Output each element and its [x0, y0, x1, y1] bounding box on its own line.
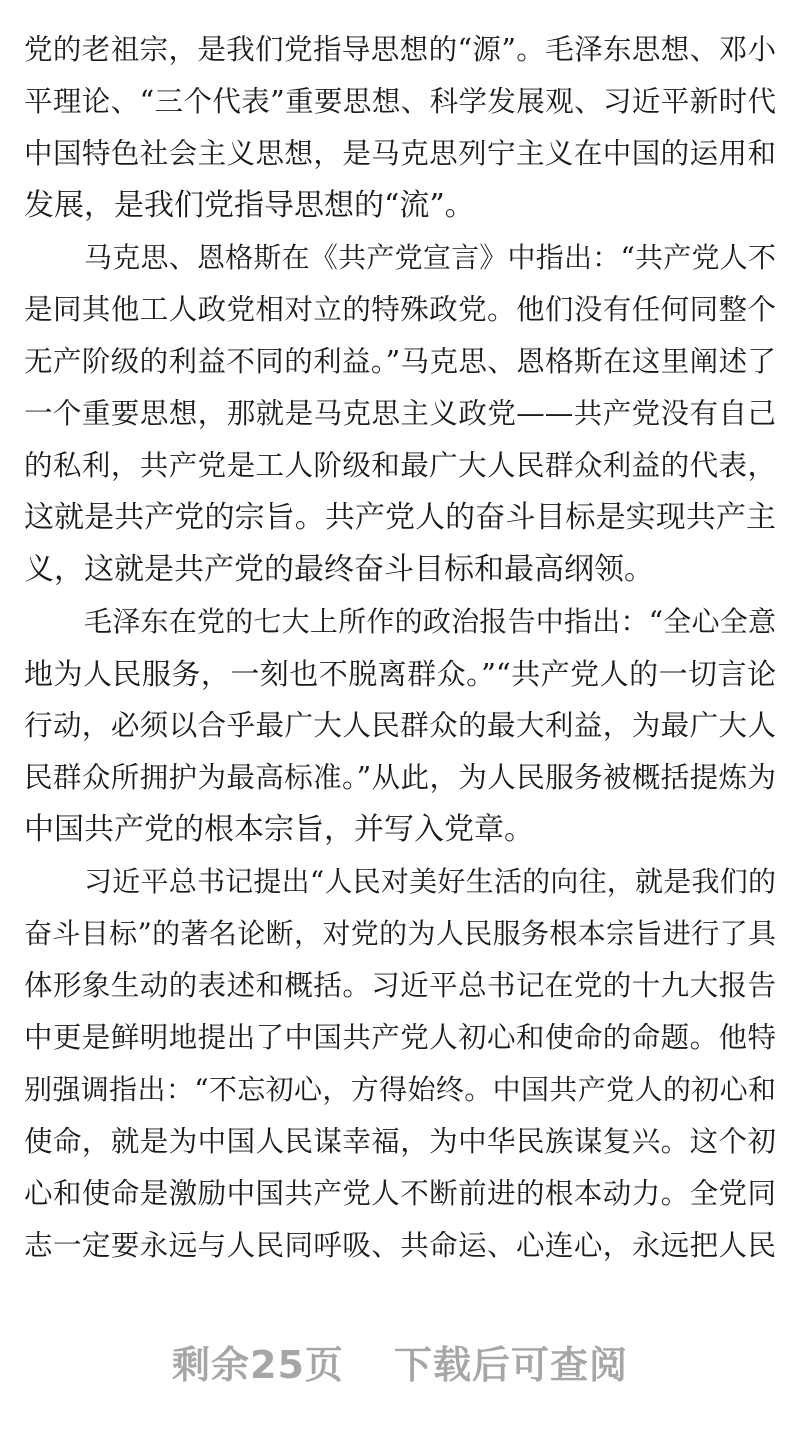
text-line: 别强调指出：“不忘初心，方得始终。中国共产党人的初心和 [24, 1073, 776, 1106]
text-line: 中国共产党的根本宗旨，并写入党章。 [24, 812, 534, 847]
text-line: 心和使命是激励中国共产党人不断前进的根本动力。全党同 [24, 1177, 776, 1210]
text-line: 党的老祖宗，是我们党指导思想的“源”。毛泽东思想、邓小 [24, 33, 776, 66]
text-line: 这就是共产党的宗旨。共产党人的奋斗目标是实现共产主 [24, 500, 776, 535]
text-line: 毛泽东在党的七大上所作的政治报告中指出：“全心全意 [84, 605, 776, 638]
text-line: 习近平总书记提出“人民对美好生活的向往，就是我们的 [84, 865, 776, 898]
text-line: 马克思、恩格斯在《共产党宣言》中指出：“共产党人不 [84, 241, 776, 274]
paragraph [24, 232, 776, 596]
text-line: 体形象生动的表述和概括。习近平总书记在党的十九大报告 [24, 969, 776, 1002]
text-line: 行动，必须以合乎最广大人民群众的最大利益，为最广大人 [24, 709, 776, 742]
text-line: 地为人民服务，一刻也不脱离群众。”“共产党人的一切言论 [24, 657, 776, 691]
text-line: 发展，是我们党指导思想的“流”。 [24, 188, 475, 223]
text-line: 是同其他工人政党相对立的特殊政党。他们没有任何同整个 [24, 293, 776, 326]
text-line: 中更是鲜明地提出了中国共产党人初心和使命的命题。他特 [24, 1021, 776, 1054]
download-banner[interactable] [0, 1334, 800, 1389]
text-line: 中国特色社会主义思想，是马克思列宁主义在中国的运用和 [24, 137, 776, 170]
text-line: 志一定要永远与人民同呼吸、共命运、心连心，永远把人民 [24, 1229, 776, 1262]
text-line: 一个重要思想，那就是马克思主义政党——共产党没有自己 [24, 397, 776, 430]
text-line: 民群众所拥护为最高标准。”从此，为人民服务被概括提炼为 [24, 761, 776, 794]
remaining-pages-text: 剩余25页 [172, 1343, 344, 1387]
text-line: 义，这就是共产党的最终奋斗目标和最高纲领。 [24, 552, 654, 587]
paragraph [24, 856, 776, 1272]
text-line: 奋斗目标”的著名论断，对党的为人民服务根本宗旨进行了具 [24, 917, 776, 950]
text-line: 的私利，共产党是工人阶级和最广大人民群众利益的代表， [24, 449, 776, 482]
paragraph [24, 596, 776, 856]
download-hint-text: 下载后可查阅 [393, 1343, 628, 1387]
text-line: 使命，就是为中国人民谋幸福，为中华民族谋复兴。这个初 [24, 1125, 776, 1158]
text-line: 无产阶级的利益不同的利益。”马克思、恩格斯在这里阐述了 [24, 345, 776, 378]
document-body [24, 24, 776, 1272]
paragraph [24, 24, 776, 232]
text-line: 平理论、“三个代表”重要思想、科学发展观、习近平新时代 [24, 85, 776, 118]
